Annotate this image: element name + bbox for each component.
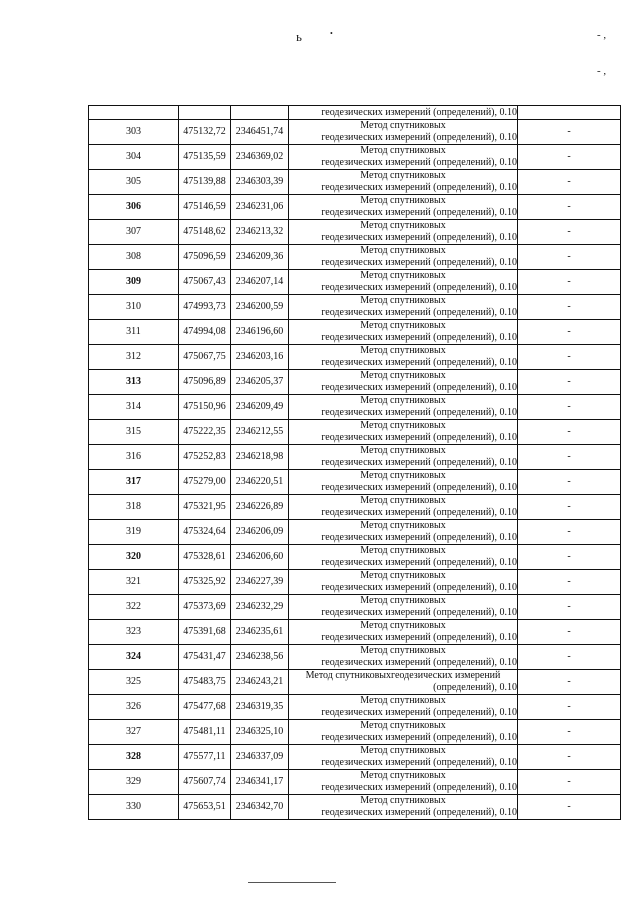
method-line-2: геодезических измерений (определений), 0.10 [321, 532, 517, 543]
cell-number: 320 [89, 545, 179, 570]
method-line-1: Метод спутниковых [360, 445, 446, 456]
table-row [89, 620, 621, 645]
cell-method [289, 370, 518, 395]
cell-method [289, 220, 518, 245]
method-line-1: Метод спутниковых [360, 145, 446, 156]
method-line-1: Метод спутниковых [360, 220, 446, 231]
method-line-2: геодезических измерений (определений), 0.10 [321, 332, 517, 343]
cell-number: 318 [89, 495, 179, 520]
cell-x: 475146,59 [179, 195, 231, 220]
cell-number: 312 [89, 345, 179, 370]
table-row [89, 270, 621, 295]
table-row [89, 220, 621, 245]
cell-number: 310 [89, 295, 179, 320]
scan-mark-top: ь [296, 29, 302, 44]
table-row [89, 795, 621, 820]
table-row [89, 645, 621, 670]
cell-x: 475252,83 [179, 445, 231, 470]
cell-method [289, 620, 518, 645]
method-line-2: геодезических измерений (определений), 0.10 [321, 357, 517, 368]
cell-deviation: - [518, 245, 621, 270]
cell-method [289, 170, 518, 195]
cell-y: 2346212,55 [231, 420, 289, 445]
method-line-1: Метод спутниковых [360, 745, 446, 756]
method-line-1: Метод спутниковых [360, 195, 446, 206]
table-row [89, 195, 621, 220]
cell-x: 475150,96 [179, 395, 231, 420]
cell-y: 2346337,09 [231, 745, 289, 770]
cell-number: 326 [89, 695, 179, 720]
cell-x: 475577,11 [179, 745, 231, 770]
cell-method [289, 345, 518, 370]
footer-divider [248, 882, 336, 883]
cell-deviation: - [518, 520, 621, 545]
cell-x: 475607,74 [179, 770, 231, 795]
cell-y: 2346206,60 [231, 545, 289, 570]
method-line-2: геодезических измерений (определений), 0.10 [321, 657, 517, 668]
method-line-1: Метод спутниковыхгеодезических измерений [305, 670, 501, 681]
cell-x: 475139,88 [179, 170, 231, 195]
cell-deviation: - [518, 545, 621, 570]
cell-deviation: - [518, 220, 621, 245]
cell-y: 2346205,37 [231, 370, 289, 395]
cell-number: 328 [89, 745, 179, 770]
cell-method [289, 395, 518, 420]
cell-x: 475222,35 [179, 420, 231, 445]
cell-method [289, 295, 518, 320]
cell-y: 2346218,98 [231, 445, 289, 470]
cell-deviation: - [518, 145, 621, 170]
cell-number: 311 [89, 320, 179, 345]
cell-x: 475148,62 [179, 220, 231, 245]
cell-number: 307 [89, 220, 179, 245]
method-line-2: геодезических измерений (определений), 0.10 [321, 707, 517, 718]
cell-method [289, 495, 518, 520]
cell-y: 2346231,06 [231, 195, 289, 220]
cell-number: 314 [89, 395, 179, 420]
cell-deviation: - [518, 645, 621, 670]
cell-x: 475067,43 [179, 270, 231, 295]
cell-method [289, 520, 518, 545]
method-line-1: Метод спутниковых [360, 620, 446, 631]
method-line-2: геодезических измерений (определений), 0.10 [321, 582, 517, 593]
method-line-2: геодезических измерений (определений), 0.10 [321, 407, 517, 418]
cell-deviation: - [518, 770, 621, 795]
cell-method [289, 595, 518, 620]
table-row-continued [89, 106, 621, 120]
cell-method [289, 470, 518, 495]
method-line-2: геодезических измерений (определений), 0.10 [321, 632, 517, 643]
method-line-2: геодезических измерений (определений), 0.10 [321, 157, 517, 168]
cell-method [289, 445, 518, 470]
cell-x: 475373,69 [179, 595, 231, 620]
cell-y: 2346369,02 [231, 145, 289, 170]
cell-x: 475325,92 [179, 570, 231, 595]
cell-y: 2346451,74 [231, 120, 289, 145]
cell-method [289, 270, 518, 295]
cell-x: 474993,73 [179, 295, 231, 320]
method-line-2: геодезических измерений (определений), 0.10 [321, 182, 517, 193]
method-line-1: Метод спутниковых [360, 245, 446, 256]
cell-x: 475328,61 [179, 545, 231, 570]
cell-deviation: - [518, 720, 621, 745]
method-line-1: Метод спутниковых [360, 795, 446, 806]
cell-deviation: - [518, 395, 621, 420]
cell-y: 2346203,16 [231, 345, 289, 370]
method-line-2: геодезических измерений (определений), 0.10 [321, 382, 517, 393]
cell-y [231, 106, 289, 120]
method-line-2: геодезических измерений (определений), 0.10 [321, 782, 517, 793]
cell-method [289, 145, 518, 170]
cell-number: 308 [89, 245, 179, 270]
cell-deviation: - [518, 295, 621, 320]
table-row [89, 245, 621, 270]
scan-mark-right-lower: - , [597, 65, 607, 77]
cell-x [179, 106, 231, 120]
method-line-2: (определений), 0.10 [433, 682, 517, 693]
cell-x: 475324,64 [179, 520, 231, 545]
method-line-2: геодезических измерений (определений), 0.10 [321, 482, 517, 493]
method-line-1: Метод спутниковых [360, 695, 446, 706]
cell-method [289, 320, 518, 345]
method-line-1: Метод спутниковых [360, 320, 446, 331]
cell-number: 317 [89, 470, 179, 495]
table-row [89, 745, 621, 770]
scan-mark-right-upper: - , [597, 29, 607, 41]
method-line-1: Метод спутниковых [360, 570, 446, 581]
cell-x: 475135,59 [179, 145, 231, 170]
cell-method [289, 245, 518, 270]
table-row [89, 445, 621, 470]
table-row [89, 520, 621, 545]
cell-number: 309 [89, 270, 179, 295]
cell-method [289, 770, 518, 795]
method-line-1: Метод спутниковых [360, 420, 446, 431]
cell-deviation: - [518, 120, 621, 145]
method-line-2: геодезических измерений (определений), 0.10 [321, 282, 517, 293]
table-row [89, 495, 621, 520]
cell-deviation: - [518, 745, 621, 770]
method-line-2: геодезических измерений (определений), 0.10 [321, 507, 517, 518]
coordinates-table [88, 105, 621, 820]
method-line-2: геодезических измерений (определений), 0.10 [321, 307, 517, 318]
method-line-2: геодезических измерений (определений), 0.10 [321, 757, 517, 768]
cell-number: 316 [89, 445, 179, 470]
cell-deviation: - [518, 370, 621, 395]
cell-number: 322 [89, 595, 179, 620]
cell-y: 2346209,36 [231, 245, 289, 270]
cell-deviation: - [518, 795, 621, 820]
cell-x: 475431,47 [179, 645, 231, 670]
cell-deviation: - [518, 620, 621, 645]
cell-deviation: - [518, 170, 621, 195]
scan-mark-dot: • [330, 29, 333, 38]
cell-x: 475132,72 [179, 120, 231, 145]
cell-y: 2346209,49 [231, 395, 289, 420]
cell-deviation: - [518, 595, 621, 620]
cell-method [289, 645, 518, 670]
cell-number: 325 [89, 670, 179, 695]
method-line-1: Метод спутниковых [360, 645, 446, 656]
cell-method [289, 670, 518, 695]
cell-deviation: - [518, 445, 621, 470]
cell-number: 313 [89, 370, 179, 395]
method-line-1: Метод спутниковых [360, 770, 446, 781]
cell-number: 303 [89, 120, 179, 145]
cell-y: 2346196,60 [231, 320, 289, 345]
cell-y: 2346213,32 [231, 220, 289, 245]
method-line-1: Метод спутниковых [360, 470, 446, 481]
table-row [89, 145, 621, 170]
table-row [89, 395, 621, 420]
cell-deviation: - [518, 270, 621, 295]
cell-deviation: - [518, 345, 621, 370]
method-line-1: Метод спутниковых [360, 120, 446, 131]
cell-method [289, 545, 518, 570]
method-line-2: геодезических измерений (определений), 0.10 [321, 207, 517, 218]
cell-method [289, 420, 518, 445]
method-line-2: геодезических измерений (определений), 0.10 [321, 607, 517, 618]
cell-y: 2346341,17 [231, 770, 289, 795]
cell-x: 475483,75 [179, 670, 231, 695]
cell-y: 2346235,61 [231, 620, 289, 645]
method-line-1: Метод спутниковых [360, 720, 446, 731]
cell-x: 475096,59 [179, 245, 231, 270]
cell-method [289, 695, 518, 720]
table-row [89, 695, 621, 720]
table-row [89, 420, 621, 445]
method-line-1: Метод спутниковых [360, 595, 446, 606]
cell-deviation [518, 106, 621, 120]
cell-x: 475279,00 [179, 470, 231, 495]
cell-y: 2346342,70 [231, 795, 289, 820]
cell-y: 2346220,51 [231, 470, 289, 495]
cell-deviation: - [518, 420, 621, 445]
method-line-1: Метод спутниковых [360, 520, 446, 531]
cell-y: 2346243,21 [231, 670, 289, 695]
cell-y: 2346226,89 [231, 495, 289, 520]
cell-deviation: - [518, 695, 621, 720]
cell-number: 324 [89, 645, 179, 670]
table-row [89, 770, 621, 795]
cell-y: 2346206,09 [231, 520, 289, 545]
table-row [89, 120, 621, 145]
table-row [89, 470, 621, 495]
method-line-1: Метод спутниковых [360, 370, 446, 381]
cell-deviation: - [518, 195, 621, 220]
table-row [89, 570, 621, 595]
cell-x: 475477,68 [179, 695, 231, 720]
cell-number: 319 [89, 520, 179, 545]
cell-method [289, 120, 518, 145]
cell-method [289, 795, 518, 820]
table-row [89, 670, 621, 695]
cell-deviation: - [518, 495, 621, 520]
method-line-1: Метод спутниковых [360, 170, 446, 181]
cell-y: 2346319,35 [231, 695, 289, 720]
cell-y: 2346200,59 [231, 295, 289, 320]
table-row [89, 720, 621, 745]
method-line-2: геодезических измерений (определений), 0.10 [321, 132, 517, 143]
table-row [89, 595, 621, 620]
cell-number: 304 [89, 145, 179, 170]
cell-deviation: - [518, 570, 621, 595]
method-line-2: геодезических измерений (определений), 0.10 [321, 457, 517, 468]
cell-method [289, 570, 518, 595]
cell-number: 305 [89, 170, 179, 195]
cell-method: геодезических измерений (определений), 0.10 [289, 106, 518, 120]
cell-method [289, 745, 518, 770]
method-line-2: геодезических измерений (определений), 0.10 [321, 257, 517, 268]
method-line-2: геодезических измерений (определений), 0.10 [321, 432, 517, 443]
method-line-1: Метод спутниковых [360, 345, 446, 356]
method-line-1: Метод спутниковых [360, 270, 446, 281]
cell-x: 475481,11 [179, 720, 231, 745]
method-line-2: геодезических измерений (определений), 0.10 [321, 732, 517, 743]
cell-deviation: - [518, 670, 621, 695]
cell-x: 475391,68 [179, 620, 231, 645]
cell-x: 475096,89 [179, 370, 231, 395]
cell-y: 2346227,39 [231, 570, 289, 595]
cell-y: 2346238,56 [231, 645, 289, 670]
cell-x: 475321,95 [179, 495, 231, 520]
cell-y: 2346325,10 [231, 720, 289, 745]
table-row [89, 370, 621, 395]
cell-deviation: - [518, 470, 621, 495]
cell-number: 327 [89, 720, 179, 745]
cell-number: 323 [89, 620, 179, 645]
cell-y: 2346232,29 [231, 595, 289, 620]
method-line-2: геодезических измерений (определений), 0.10 [321, 232, 517, 243]
method-line-1: Метод спутниковых [360, 495, 446, 506]
table-row [89, 295, 621, 320]
cell-x: 474994,08 [179, 320, 231, 345]
method-line-1: Метод спутниковых [360, 295, 446, 306]
cell-deviation: - [518, 320, 621, 345]
cell-y: 2346207,14 [231, 270, 289, 295]
cell-number: 329 [89, 770, 179, 795]
cell-x: 475653,51 [179, 795, 231, 820]
cell-number: 315 [89, 420, 179, 445]
cell-number: 306 [89, 195, 179, 220]
table-row [89, 320, 621, 345]
cell-number: 321 [89, 570, 179, 595]
cell-number: 330 [89, 795, 179, 820]
cell-y: 2346303,39 [231, 170, 289, 195]
cell-number [89, 106, 179, 120]
table-row [89, 170, 621, 195]
cell-method [289, 720, 518, 745]
table-row [89, 545, 621, 570]
method-line-2: геодезических измерений (определений), 0.10 [321, 557, 517, 568]
table-row [89, 345, 621, 370]
method-line-1: Метод спутниковых [360, 545, 446, 556]
method-line-2: геодезических измерений (определений), 0.10 [321, 807, 517, 818]
method-line-1: Метод спутниковых [360, 395, 446, 406]
cell-x: 475067,75 [179, 345, 231, 370]
cell-method [289, 195, 518, 220]
